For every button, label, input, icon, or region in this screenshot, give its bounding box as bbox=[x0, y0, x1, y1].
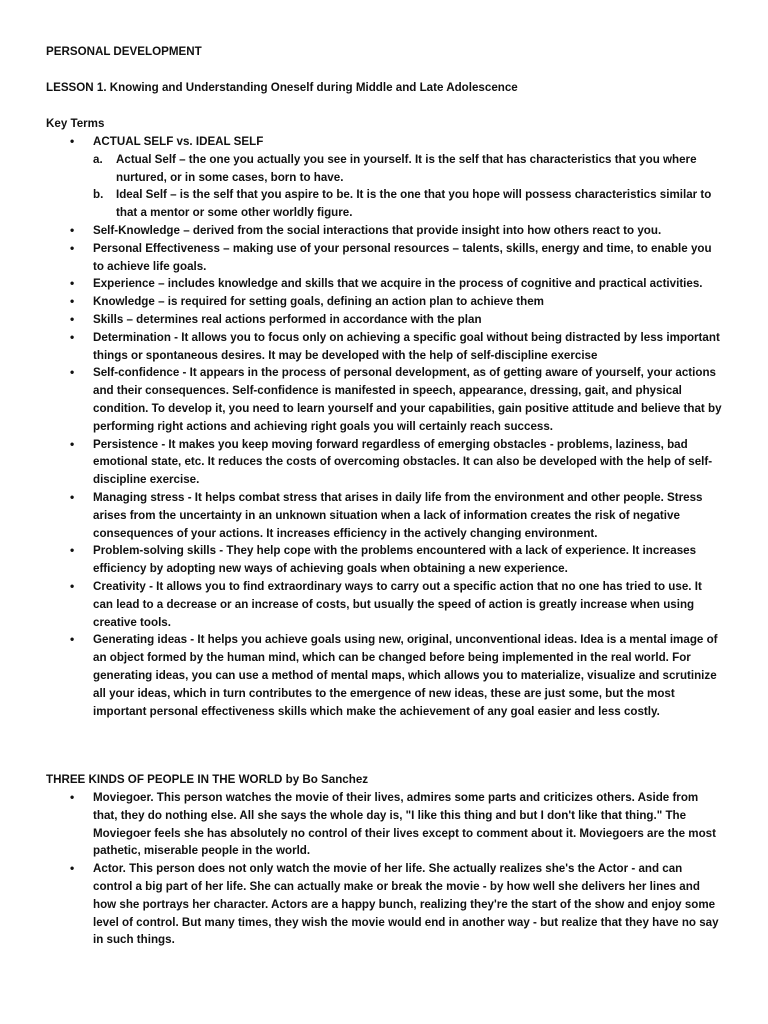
term-name: Actor bbox=[93, 862, 123, 876]
list-item bbox=[70, 489, 722, 542]
list-item bbox=[70, 329, 722, 365]
sub-list-item bbox=[93, 186, 722, 222]
key-terms-list bbox=[70, 133, 722, 720]
term-definition: – making use of your personal resources – talents, skills, energy and time, to enable you to achieve life goals. bbox=[93, 241, 712, 273]
term-name: Moviegoer bbox=[93, 791, 151, 804]
list-item bbox=[70, 293, 722, 311]
list-item bbox=[70, 240, 722, 276]
term-name: Knowledge bbox=[93, 295, 155, 309]
term-name: Actual Self bbox=[116, 152, 176, 166]
term-definition: . This person does not only watch the movie of her life. She actually realizes she's the Actor - and can control a big part of her life. She can actually make or break the movie - by how well she delivers her lines and how she portrays her character. Actors are a happy bunch, realizing they're the start of the show and enjoy some level of control. But many times, they wish the movie would end in another way - but realize that they have no say in such things. bbox=[93, 862, 719, 947]
list-item bbox=[70, 789, 722, 860]
term-name: Problem-solving skills bbox=[93, 544, 217, 558]
term-name: Skills bbox=[93, 312, 124, 326]
kinds-list bbox=[70, 789, 722, 949]
term-definition: - It allows you to find extraordinary ways to carry out a specific action that no one has tried to use. It can lead to a decrease or an increase of costs, but usually the speed of action is greatly increase when using creative tools. bbox=[93, 579, 702, 629]
term-definition: - It allows you to focus only on achieving a specific goal without being distracted by less important things or spontaneous desires. It may be developed with the help of self-discipline exercise bbox=[93, 330, 720, 362]
list-marker: b. bbox=[93, 188, 104, 202]
term-definition: – is required for setting goals, defining an action plan to achieve them bbox=[154, 295, 544, 309]
list-item bbox=[70, 436, 722, 489]
sub-list bbox=[93, 151, 722, 222]
term-name: ACTUAL SELF vs. IDEAL SELF bbox=[93, 135, 264, 148]
term-definition: – includes knowledge and skills that we acquire in the process of cognitive and practical activities. bbox=[154, 277, 703, 291]
term-definition: - It makes you keep moving forward regardless of emerging obstacles - problems, laziness, bad emotional state, etc. It reduces the costs of overcoming obstacles. It can also be developed with the help of self- discipline exercise. bbox=[93, 437, 713, 487]
term-definition: – derived from the social interactions that provide insight into how others react to you. bbox=[179, 223, 662, 237]
list-item bbox=[70, 364, 722, 435]
key-terms-heading: Key Terms bbox=[46, 117, 105, 130]
term-definition: - It appears in the process of personal development, as of getting aware of yourself, your actions and their consequences. Self-confidence is manifested in speech, appearance, dressing, gait, and physical condition. To develop it, you need to learn yourself and your capabilities, gain positive attitude and believe that by performing right actions and achieving right goals you will certainly reach success. bbox=[93, 366, 722, 433]
term-definition: - They help cope with the problems encountered with a lack of experience. It increases efficiency by adopting new ways of achieving goals when obtaining a new experience. bbox=[93, 544, 697, 576]
list-item bbox=[70, 860, 722, 949]
term-definition: - It helps combat stress that arises in daily life from the environment and other people. Stress arises from the uncertainty in an unknown situation when a lack of information creates the risk of negative consequences of your actions. It increases efficiency in the actively changing environment. bbox=[93, 490, 703, 540]
list-item bbox=[70, 222, 722, 240]
page-title: PERSONAL DEVELOPMENT bbox=[46, 45, 202, 58]
list-item bbox=[70, 578, 722, 631]
sub-list-item bbox=[93, 151, 722, 187]
term-definition: – is the self that you aspire to be. It is the one that you hope will possess characteristics similar to that a mentor or some other worldly figure. bbox=[116, 188, 712, 220]
list-item bbox=[70, 542, 722, 578]
term-name: Managing stress bbox=[93, 490, 185, 504]
list-item bbox=[70, 311, 722, 329]
term-name: Ideal Self bbox=[116, 188, 167, 202]
section-heading: THREE KINDS OF PEOPLE IN THE WORLD by Bo Sanchez bbox=[46, 773, 369, 786]
term-name: Persistence bbox=[93, 437, 159, 451]
term-name: Determination bbox=[93, 330, 171, 344]
term-definition: – determines real actions performed in accordance with the plan bbox=[123, 312, 482, 326]
lesson-title: LESSON 1. Knowing and Understanding Oneself during Middle and Late Adolescence bbox=[46, 81, 518, 94]
list-marker: a. bbox=[93, 152, 103, 166]
term-name: Self-confidence bbox=[93, 366, 180, 380]
term-name: Creativity bbox=[93, 579, 146, 593]
term-name: Experience bbox=[93, 277, 155, 291]
term-name: Generating ideas bbox=[93, 633, 188, 647]
list-item bbox=[70, 133, 722, 222]
list-item bbox=[70, 275, 722, 293]
term-name: Self-Knowledge bbox=[93, 223, 180, 237]
term-definition: . This person watches the movie of their lives, admires some parts and criticizes others. Aside from that, they do nothing else. All she says the whole day is, "I like this thing and but I don't like that thing." The Moviegoer feels she has absolutely no control of their lives except to comment about it. Moviegoers are the most pathetic, miserable people in the world. bbox=[93, 791, 716, 858]
term-definition: - It helps you achieve goals using new, original, unconventional ideas. Idea is a mental image of an object formed by the human mind, which can be changed before being implemented in the real world. For generating ideas, you can use a method of mental maps, which allows you to materialize, visualize and scrutinize all your ideas, which in turn contributes to the emergence of new ideas, these are just some, but the most important personal effectiveness skills which make the achievement of any goal easier and less costly. bbox=[93, 633, 718, 718]
term-definition: – the one you actually you see in yourself. It is the self that has characteristics that you where nurtured, or in some cases, born to have. bbox=[116, 152, 697, 184]
list-item bbox=[70, 631, 722, 720]
term-name: Personal Effectiveness bbox=[93, 241, 220, 255]
